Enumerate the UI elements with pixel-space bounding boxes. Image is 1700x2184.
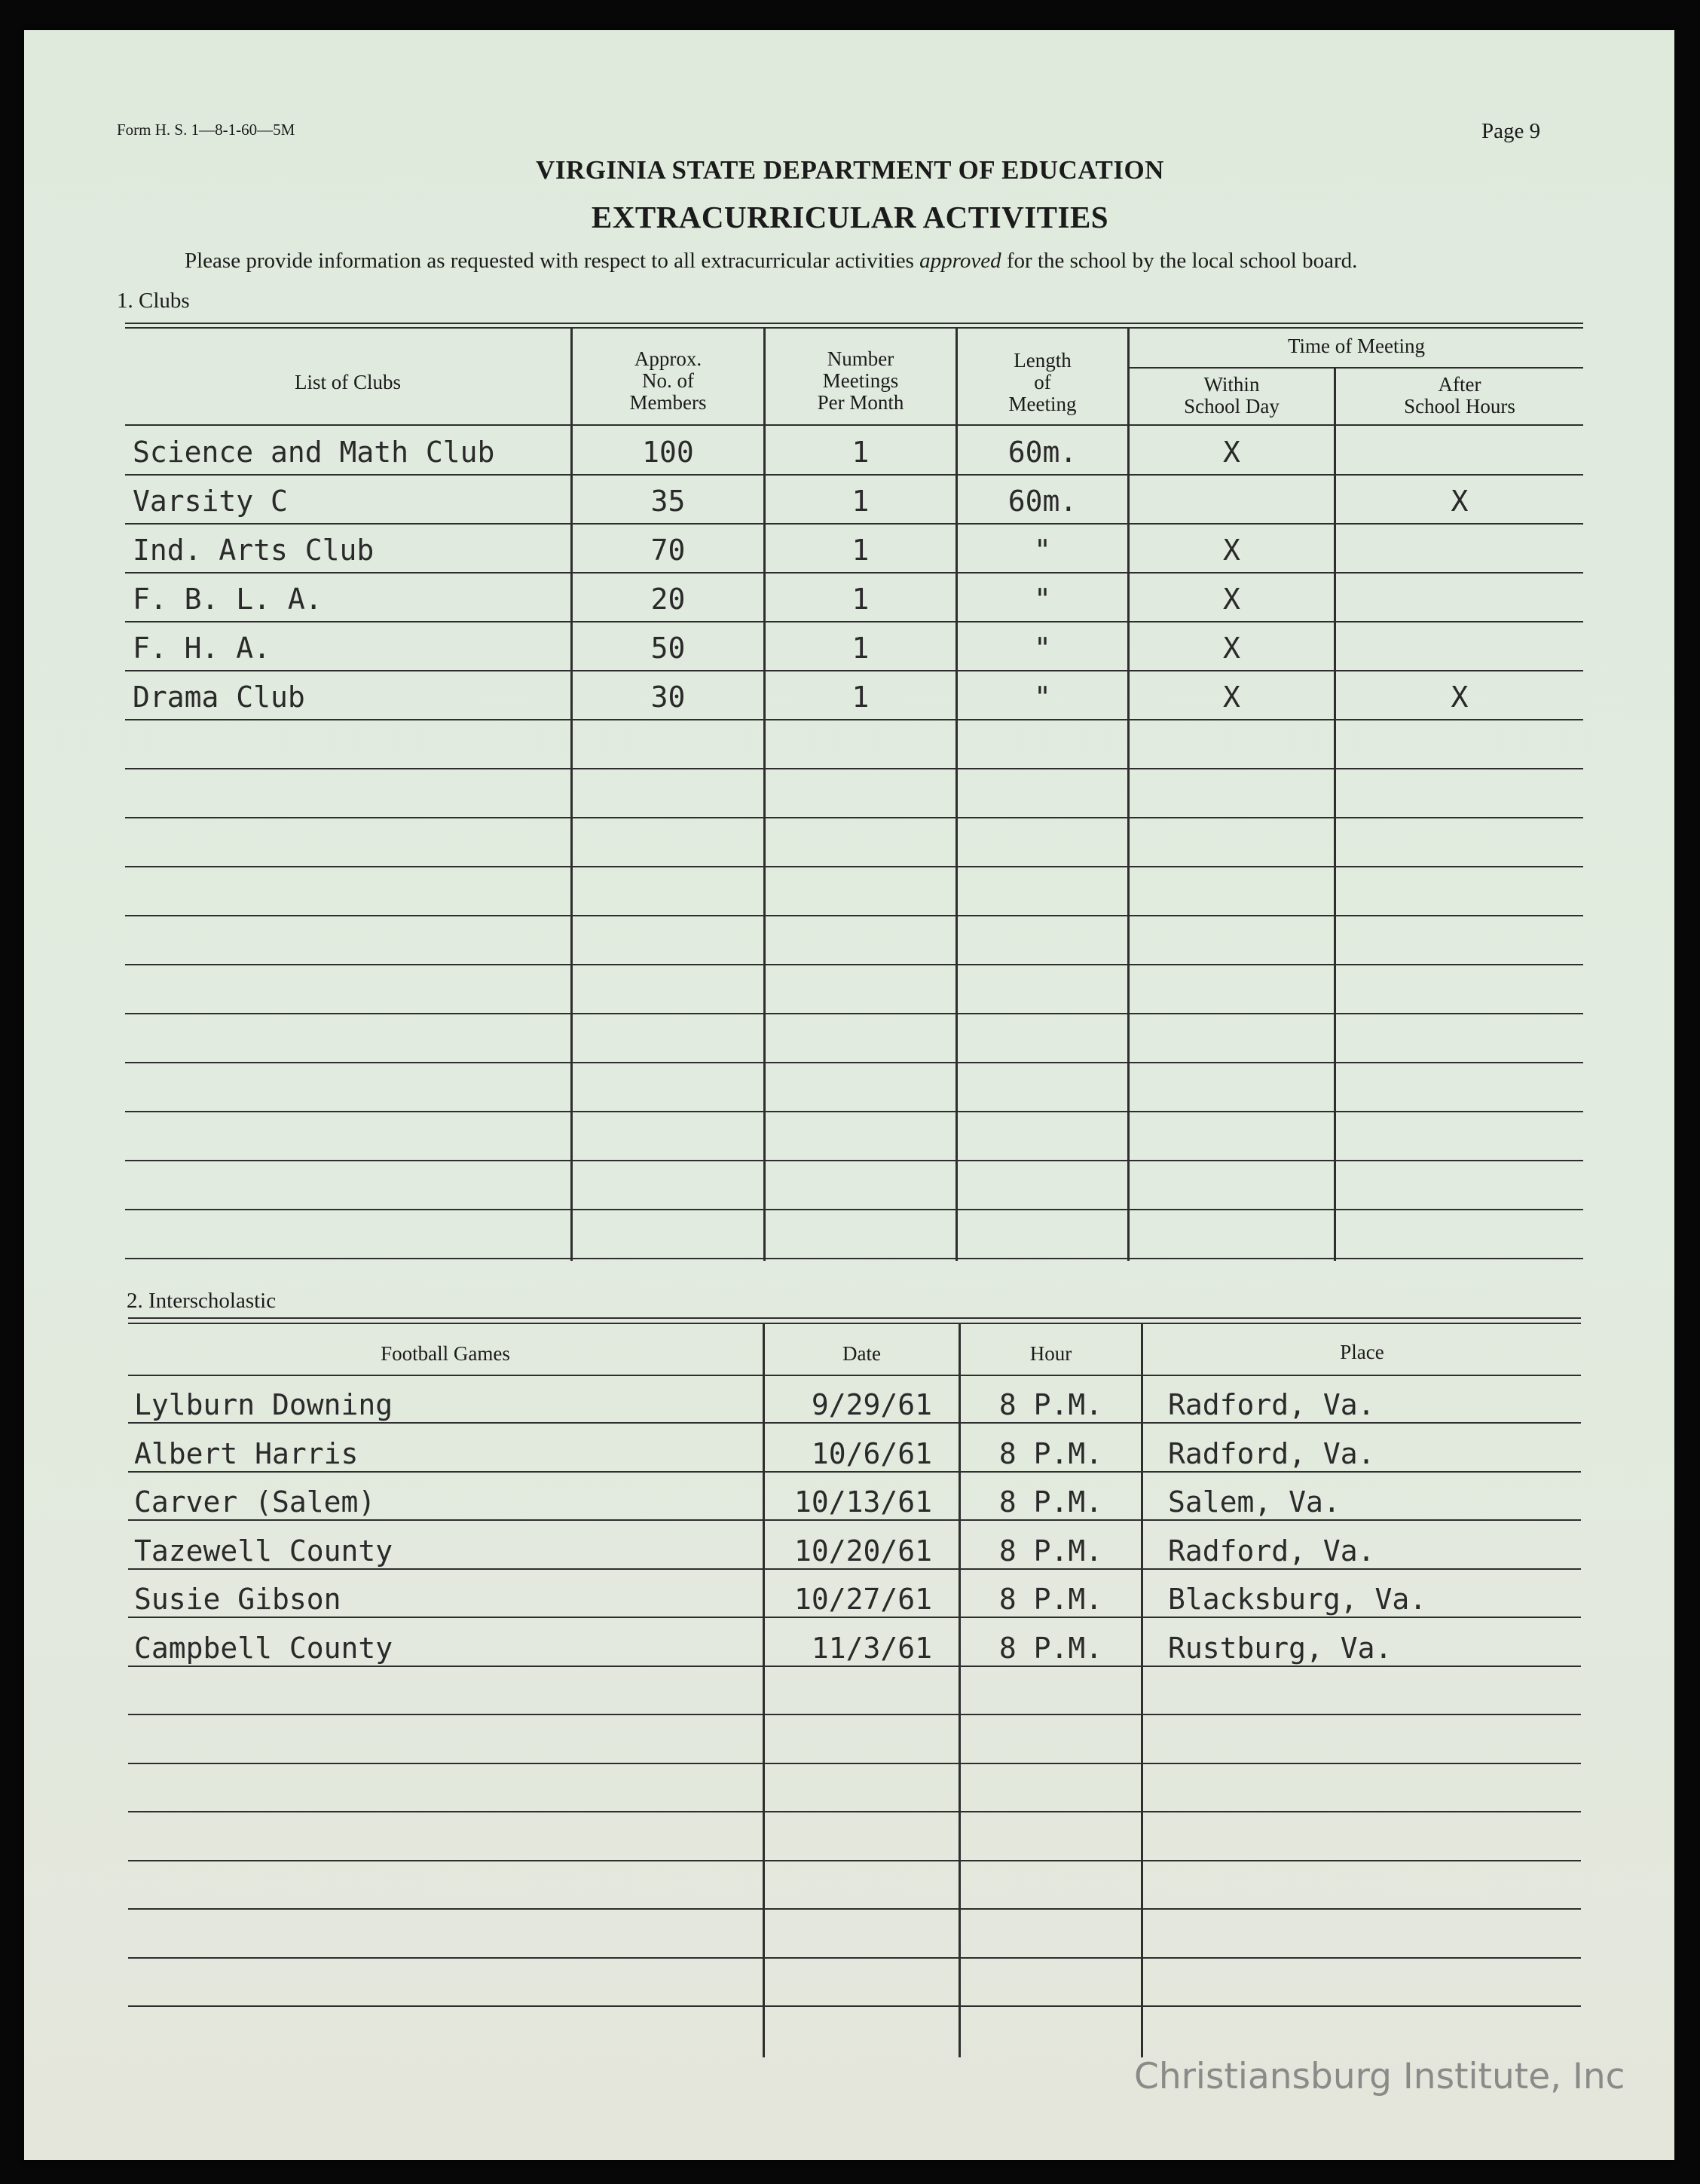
clubs-row-rule [125, 866, 1583, 867]
department-heading: VIRGINIA STATE DEPARTMENT OF EDUCATION [536, 155, 1164, 185]
games-col-divider [1141, 1323, 1143, 2057]
header-after-school-hours: After School Hours [1404, 373, 1515, 418]
games-top-rule-1 [128, 1317, 1581, 1319]
interscholastic-section-label: 2. Interscholastic [127, 1289, 277, 1313]
games-row-rule [128, 1860, 1581, 1861]
instructions-part-1: Please provide information as requested with respect to all extracurricular activities [185, 249, 920, 273]
game-opponent: Carver (Salem) [134, 1485, 376, 1519]
club-meeting-length: " [1034, 534, 1051, 567]
clubs-top-rule-2 [125, 327, 1583, 329]
clubs-row-rule [125, 621, 1583, 622]
clubs-row-rule [125, 670, 1583, 671]
club-within-school-day: X [1223, 632, 1240, 665]
instructions [185, 249, 1357, 274]
clubs-row-rule [125, 523, 1583, 525]
games-col-divider [959, 1323, 961, 2057]
header-football-games: Football Games [381, 1342, 510, 1365]
form-code: Form H. S. 1—8-1-60—5M [117, 121, 295, 139]
club-name: Science and Math Club [133, 436, 495, 469]
game-hour: 8 P.M. [998, 1437, 1103, 1470]
form-title: EXTRACURRICULAR ACTIVITIES [591, 200, 1109, 234]
game-date: 11/3/61 [811, 1632, 932, 1665]
clubs-row-rule [125, 474, 1583, 476]
club-meetings-per-month: 1 [852, 485, 870, 518]
header-date: Date [842, 1342, 881, 1365]
header-list-of-clubs: List of Clubs [294, 371, 401, 393]
game-date: 10/6/61 [811, 1437, 932, 1470]
header-length-of-meeting: Length of Meeting [1008, 349, 1077, 415]
header-hour: Hour [1029, 1342, 1072, 1365]
clubs-row-rule [125, 719, 1583, 720]
club-within-school-day: X [1223, 534, 1240, 567]
games-row-rule [128, 1666, 1581, 1667]
club-name: Ind. Arts Club [133, 534, 375, 567]
games-col-divider [763, 1323, 765, 2057]
game-hour: 8 P.M. [998, 1534, 1103, 1568]
club-name: Varsity C [133, 485, 288, 518]
game-hour: 8 P.M. [998, 1485, 1103, 1519]
game-place: Rustburg, Va. [1168, 1632, 1393, 1665]
header-place: Place [1340, 1341, 1384, 1363]
game-place: Blacksburg, Va. [1168, 1583, 1427, 1616]
clubs-row-rule [125, 1111, 1583, 1112]
game-hour: 8 P.M. [998, 1632, 1103, 1665]
game-hour: 8 P.M. [998, 1388, 1103, 1421]
club-after-school-hours: X [1451, 681, 1469, 714]
clubs-row-rule [125, 1209, 1583, 1210]
game-opponent: Albert Harris [134, 1437, 359, 1470]
game-place: Radford, Va. [1168, 1437, 1375, 1470]
clubs-row-rule [125, 1013, 1583, 1014]
game-place: Radford, Va. [1168, 1534, 1375, 1568]
clubs-row-rule [125, 1160, 1583, 1161]
club-meeting-length: 60m. [1007, 485, 1078, 518]
games-row-rule [128, 1617, 1581, 1618]
club-name: Drama Club [133, 681, 305, 714]
club-members: 100 [642, 436, 694, 469]
time-group-rule [1129, 367, 1583, 369]
game-place: Radford, Va. [1168, 1388, 1375, 1421]
club-members: 50 [650, 632, 686, 665]
header-meetings-per-month: Number Meetings Per Month [817, 347, 904, 414]
game-opponent: Campbell County [134, 1632, 393, 1665]
games-row-rule [128, 1471, 1581, 1473]
club-meetings-per-month: 1 [852, 534, 870, 567]
game-date: 10/27/61 [793, 1583, 932, 1616]
games-row-rule [128, 1714, 1581, 1715]
club-within-school-day: X [1223, 583, 1240, 616]
instructions-emphasis: approved [919, 249, 1001, 273]
club-meeting-length: " [1034, 681, 1051, 714]
game-opponent: Lylburn Downing [134, 1388, 393, 1421]
games-row-rule [128, 1568, 1581, 1570]
game-place: Salem, Va. [1168, 1485, 1341, 1519]
clubs-row-rule [125, 915, 1583, 916]
club-meetings-per-month: 1 [852, 681, 870, 714]
games-row-rule [128, 1519, 1581, 1521]
game-opponent: Tazewell County [134, 1534, 393, 1568]
game-date: 10/13/61 [793, 1485, 932, 1519]
clubs-row-rule [125, 964, 1583, 965]
games-row-rule [128, 1422, 1581, 1424]
watermark: Christiansburg Institute, Inc [1134, 2056, 1625, 2097]
club-name: F. B. L. A. [133, 583, 323, 616]
header-within-school-day: Within School Day [1184, 373, 1280, 418]
game-date: 9/29/61 [811, 1388, 932, 1421]
clubs-top-rule-1 [125, 323, 1583, 324]
clubs-row-rule [125, 1062, 1583, 1063]
club-meetings-per-month: 1 [852, 583, 870, 616]
page-number: Page 9 [1481, 119, 1541, 143]
games-row-rule [128, 1763, 1581, 1764]
games-top-rule-2 [128, 1323, 1581, 1324]
clubs-row-rule [125, 817, 1583, 818]
games-row-rule [128, 2005, 1581, 2007]
games-row-rule [128, 1908, 1581, 1910]
club-members: 20 [650, 583, 686, 616]
game-hour: 8 P.M. [998, 1583, 1103, 1616]
club-after-school-hours: X [1451, 485, 1469, 518]
club-within-school-day: X [1223, 436, 1240, 469]
games-row-rule [128, 1957, 1581, 1959]
clubs-row-rule [125, 572, 1583, 574]
clubs-row-rule [125, 1258, 1583, 1259]
club-meeting-length: " [1034, 632, 1051, 665]
club-name: F. H. A. [133, 632, 271, 665]
club-members: 70 [650, 534, 686, 567]
instructions-part-2: for the school by the local school board. [1001, 249, 1358, 273]
game-date: 10/20/61 [793, 1534, 932, 1568]
club-meeting-length: 60m. [1007, 436, 1078, 469]
club-meetings-per-month: 1 [852, 632, 870, 665]
club-members: 35 [650, 485, 686, 518]
game-opponent: Susie Gibson [134, 1583, 341, 1616]
club-meetings-per-month: 1 [852, 436, 870, 469]
header-approx-members: Approx. No. of Members [629, 347, 707, 414]
clubs-header-rule [125, 424, 1583, 426]
games-header-rule [128, 1375, 1581, 1376]
clubs-section-label: 1. Clubs [117, 289, 190, 313]
games-row-rule [128, 1811, 1581, 1812]
club-members: 30 [650, 681, 686, 714]
club-meeting-length: " [1034, 583, 1051, 616]
clubs-row-rule [125, 768, 1583, 769]
header-time-of-meeting: Time of Meeting [1288, 335, 1425, 357]
club-within-school-day: X [1223, 681, 1240, 714]
